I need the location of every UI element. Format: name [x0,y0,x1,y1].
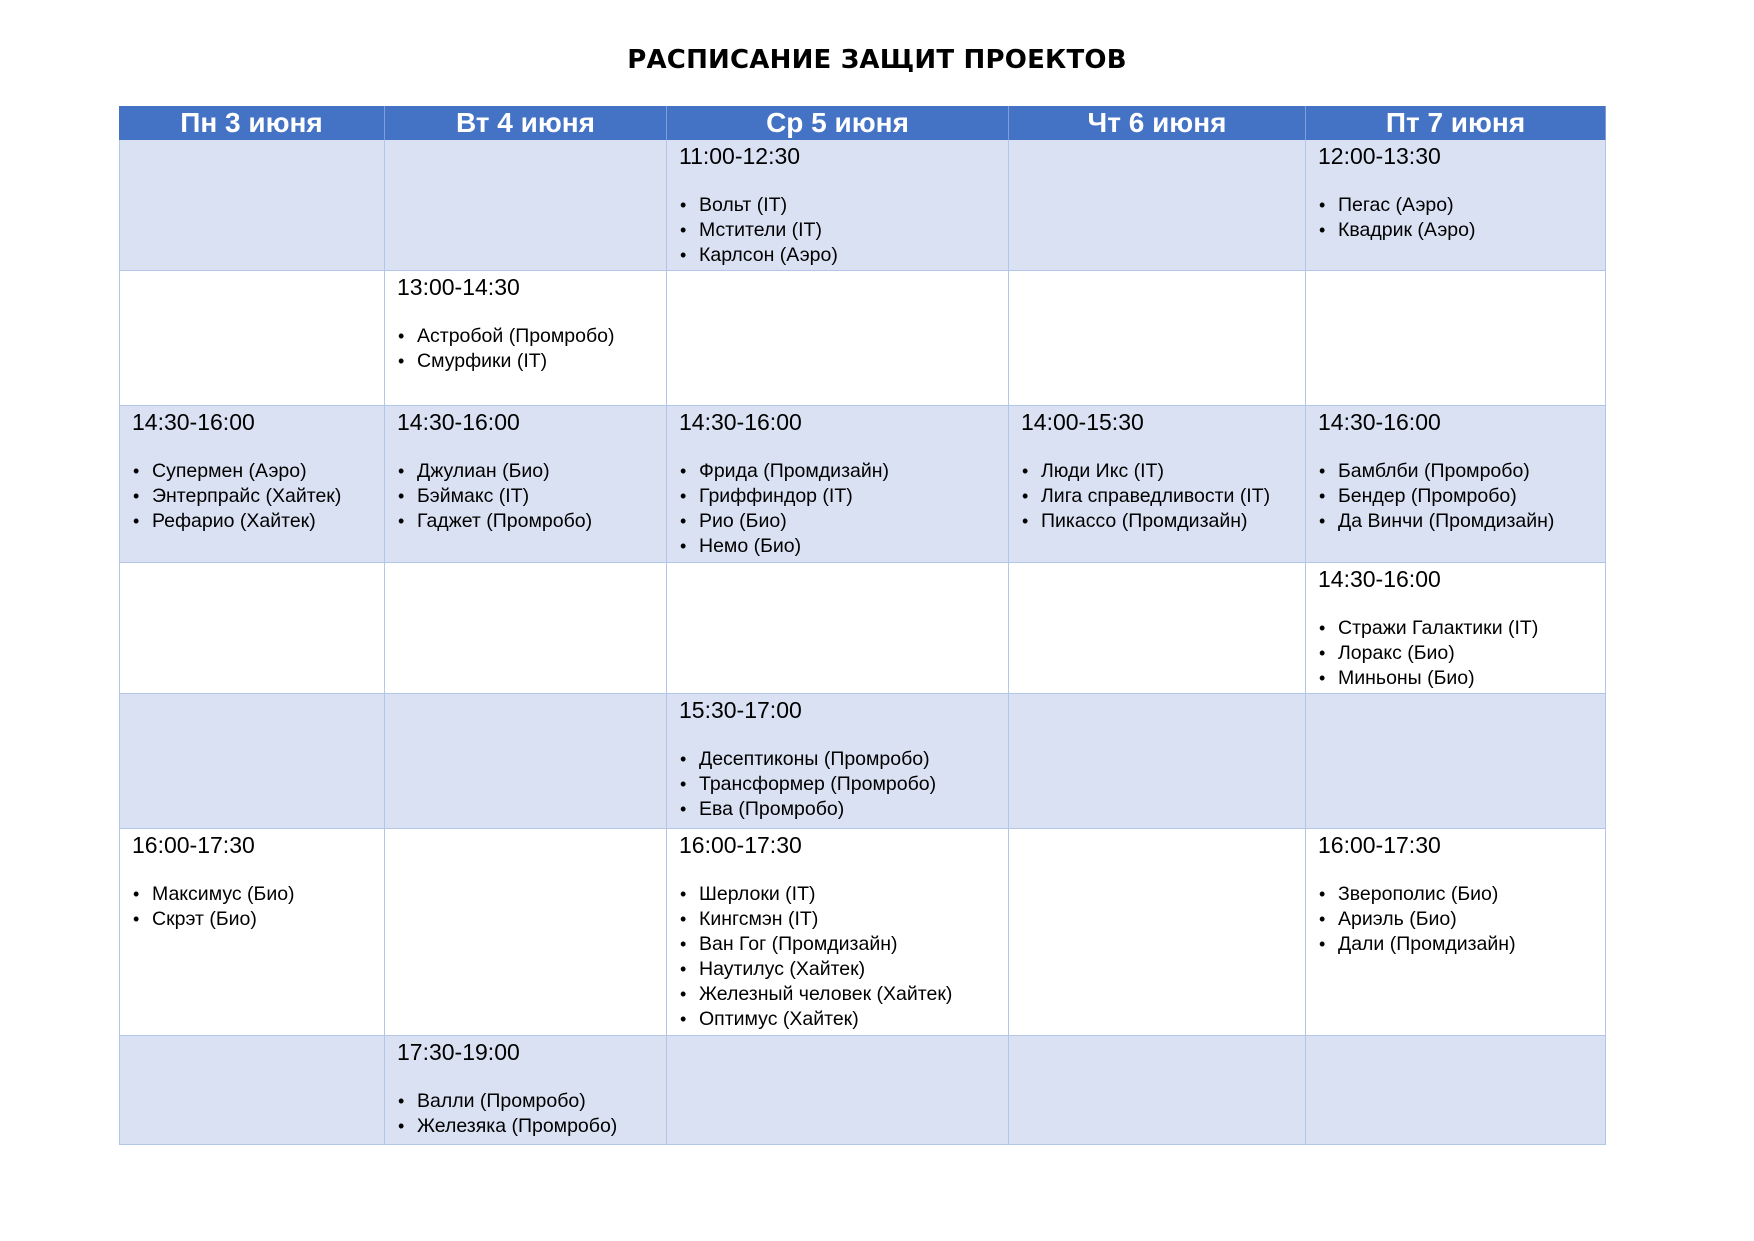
project-item: • Наутилус (Хайтек) [679,957,1008,982]
project-item: • Скрэт (Био) [132,907,384,932]
project-item: • Ариэль (Био) [1318,907,1605,932]
project-list [1318,882,1605,957]
session-cell [119,829,385,1036]
session-cell [667,694,1009,829]
empty-cell [119,563,385,694]
project-list [679,459,1008,559]
project-list [1318,616,1605,691]
project-item: • Фрида (Промдизайн) [679,459,1008,484]
session-cell [1306,563,1606,694]
project-item: • Вольт (IT) [679,193,1008,218]
project-item: • Гаджет (Промробо) [397,509,666,534]
project-item: • Миньоны (Био) [1318,666,1605,691]
project-item: • Рефарио (Хайтек) [132,509,384,534]
empty-cell [1306,694,1606,829]
project-list [1318,459,1605,534]
project-list [397,1089,666,1139]
session-cell [385,1036,667,1145]
project-item: • Бендер (Промробо) [1318,484,1605,509]
project-item: • Немо (Био) [679,534,1008,559]
session-cell [385,271,667,406]
day-header-4: Чт 6 июня [1009,106,1306,140]
empty-cell [1009,694,1306,829]
project-item: • Железяка (Промробо) [397,1114,666,1139]
empty-cell [119,1036,385,1145]
empty-cell [1009,271,1306,406]
session-cell [1009,406,1306,563]
session-time: 16:00-17:30 [679,832,802,858]
project-item: • Карлсон (Аэро) [679,243,1008,268]
session-time: 16:00-17:30 [132,832,255,858]
empty-cell [119,140,385,271]
session-cell [119,406,385,563]
project-item: • Астробой (Промробо) [397,324,666,349]
empty-cell [385,563,667,694]
session-cell [1306,829,1606,1036]
project-item: • Рио (Био) [679,509,1008,534]
project-item: • Бэймакс (IT) [397,484,666,509]
project-item: • Оптимус (Хайтек) [679,1007,1008,1032]
project-item: • Мстители (IT) [679,218,1008,243]
project-item: • Да Винчи (Промдизайн) [1318,509,1605,534]
project-list [1318,193,1605,243]
empty-cell [1009,829,1306,1036]
project-item: • Ван Гог (Промдизайн) [679,932,1008,957]
session-cell [385,406,667,563]
session-cell [1306,140,1606,271]
empty-cell [1009,563,1306,694]
empty-cell [385,694,667,829]
day-header-2: Вт 4 июня [385,106,667,140]
empty-cell [667,271,1009,406]
session-time: 14:30-16:00 [679,409,802,435]
empty-cell [1009,1036,1306,1145]
project-item: • Лоракс (Био) [1318,641,1605,666]
day-header-5: Пт 7 июня [1306,106,1606,140]
session-time: 14:00-15:30 [1021,409,1144,435]
session-time: 11:00-12:30 [679,143,801,169]
project-list [1021,459,1305,534]
session-time: 14:30-16:00 [132,409,255,435]
session-time: 16:00-17:30 [1318,832,1441,858]
day-header-1: Пн 3 июня [119,106,385,140]
project-list [679,882,1008,1032]
project-list [679,193,1008,268]
project-item: • Энтерпрайс (Хайтек) [132,484,384,509]
empty-cell [385,140,667,271]
project-list [679,747,1008,822]
project-list [132,459,384,534]
session-time: 14:30-16:00 [1318,409,1441,435]
empty-cell [1306,271,1606,406]
session-time: 14:30-16:00 [397,409,520,435]
session-cell [667,406,1009,563]
empty-cell [119,271,385,406]
empty-cell [667,563,1009,694]
project-item: • Пикассо (Промдизайн) [1021,509,1305,534]
project-item: • Стражи Галактики (IT) [1318,616,1605,641]
project-list [397,324,666,374]
session-time: 14:30-16:00 [1318,566,1441,592]
project-list [132,882,384,932]
project-item: • Джулиан (Био) [397,459,666,484]
day-header-3: Ср 5 июня [667,106,1009,140]
session-cell [667,140,1009,271]
session-cell [667,829,1009,1036]
empty-cell [119,694,385,829]
project-item: • Лига справедливости (IT) [1021,484,1305,509]
project-item: • Ева (Промробо) [679,797,1008,822]
project-item: • Зверополис (Био) [1318,882,1605,907]
project-item: • Трансформер (Промробо) [679,772,1008,797]
project-item: • Гриффиндор (IT) [679,484,1008,509]
session-time: 17:30-19:00 [397,1039,520,1065]
project-item: • Смурфики (IT) [397,349,666,374]
project-item: • Дали (Промдизайн) [1318,932,1605,957]
session-time: 13:00-14:30 [397,274,520,300]
project-item: • Кингсмэн (IT) [679,907,1008,932]
session-time: 15:30-17:00 [679,697,802,723]
project-item: • Максимус (Био) [132,882,384,907]
project-item: • Шерлоки (IT) [679,882,1008,907]
project-item: • Пегас (Аэро) [1318,193,1605,218]
empty-cell [1009,140,1306,271]
project-item: • Валли (Промробо) [397,1089,666,1114]
empty-cell [667,1036,1009,1145]
project-item: • Железный человек (Хайтек) [679,982,1008,1007]
empty-cell [1306,1036,1606,1145]
project-item: • Десептиконы (Промробо) [679,747,1008,772]
session-cell [1306,406,1606,563]
project-item: • Квадрик (Аэро) [1318,218,1605,243]
session-time: 12:00-13:30 [1318,143,1441,169]
page-title: РАСПИСАНИЕ ЗАЩИТ ПРОЕКТОВ [627,45,1127,75]
project-item: • Люди Икс (IT) [1021,459,1305,484]
project-item: • Бамблби (Промробо) [1318,459,1605,484]
project-item: • Супермен (Аэро) [132,459,384,484]
project-list [397,459,666,534]
schedule-table [119,106,1606,1145]
empty-cell [385,829,667,1036]
